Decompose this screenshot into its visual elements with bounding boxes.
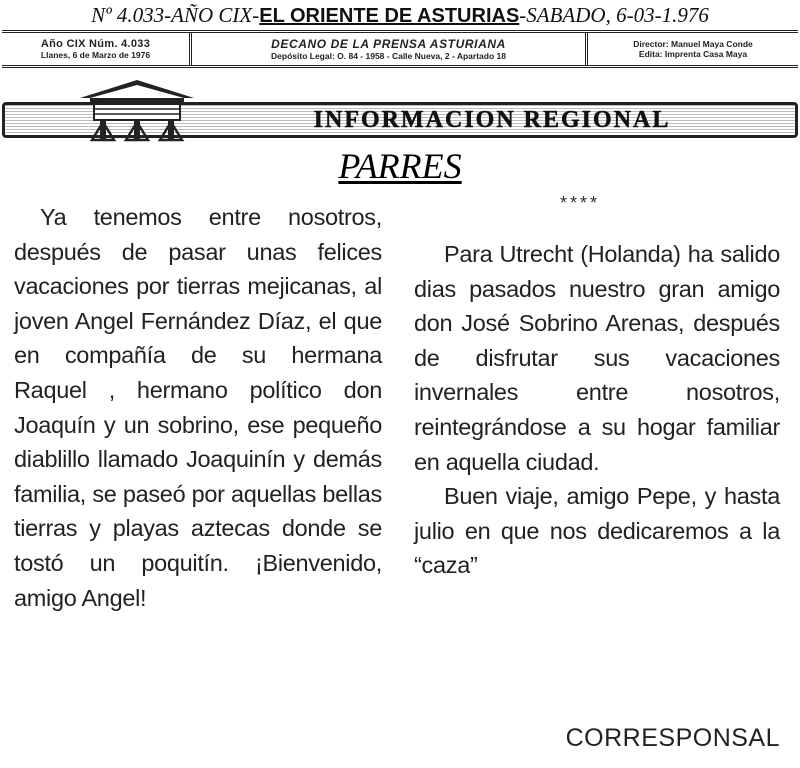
granary-logo-icon — [72, 78, 202, 142]
issue-date: -SABADO, 6-03-1.976 — [519, 3, 709, 27]
masthead-credits — [588, 33, 798, 65]
masthead-issue-info — [2, 33, 192, 65]
newspaper-header-line — [0, 2, 800, 28]
masthead-slogan: DECANO DE LA PRENSA ASTURIANA — [271, 37, 506, 51]
masthead-publisher: Edita: Imprenta Casa Maya — [638, 49, 748, 59]
article-signature: CORRESPONSAL — [565, 724, 780, 752]
article-left-column: Ya tenemos entre nosotros, después de pasar unas felices vacaciones por tierras mejicanas, al joven Angel Fernández Díaz, el que en compañía de su hermana Raquel , hermano político don Joaquín y un sobrino, ese pequeño diablillo llamado Joaquinín y demás familia, se paseó por aquellas bellas tierras y playas aztecas donde se tostó un poquitín. ¡Bienvenido, amigo Angel! — [14, 204, 382, 611]
banner-title: INFORMACION REGIONAL — [313, 107, 671, 133]
separator-stars: **** — [560, 193, 601, 213]
masthead-year-number: Año CIX Núm. 4.033 — [40, 38, 151, 50]
masthead-motto — [192, 33, 588, 65]
section-banner — [2, 78, 798, 144]
masthead — [2, 30, 798, 68]
masthead-place-date: Llanes, 6 de Marzo de 1976 — [40, 50, 151, 60]
newspaper-name: EL ORIENTE DE ASTURIAS — [259, 5, 520, 27]
issue-number: Nº 4.033-AÑO CIX- — [91, 3, 260, 27]
article-paragraph-utrecht: Para Utrecht (Holanda) ha salido dias pasados nuestro gran amigo don José Sobrino Arenas, después de disfrutar sus vacaciones invernales entre nosotros, reintegrándose a su hogar familiar en aquella ciudad. — [414, 241, 780, 475]
article-paragraph-farewell: Buen viaje, amigo Pepe, y hasta julio en que nos dedicaremos a la “caza” — [414, 483, 780, 579]
masthead-director: Director: Manuel Maya Conde — [633, 39, 753, 49]
article-right-column — [414, 237, 780, 583]
masthead-legal-address: Depósito Legal: O. 84 - 1958 - Calle Nueva, 2 - Apartado 18 — [271, 51, 506, 61]
section-title: PARRES — [338, 146, 462, 186]
